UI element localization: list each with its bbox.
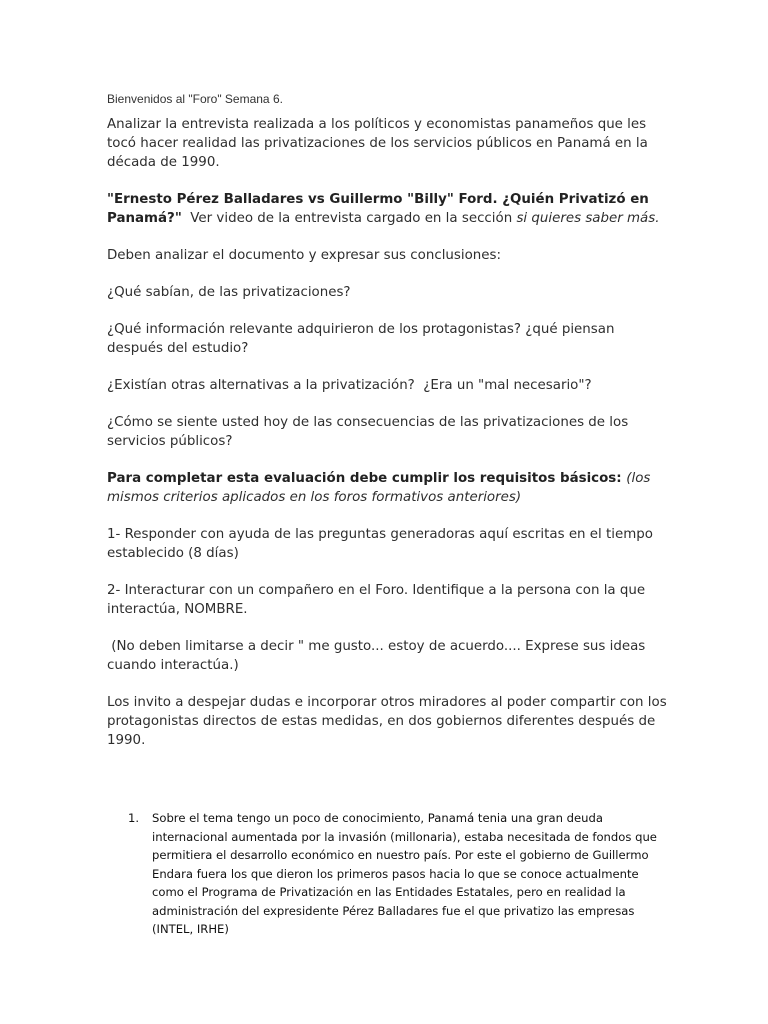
instruction-paragraph: Deben analizar el documento y expresar sus conclusiones: [107, 248, 502, 263]
question-4: ¿Cómo se siente usted hoy de las consecuencias de las privatizaciones de los servicios públicos? [107, 415, 629, 449]
requirements-paragraph [107, 469, 667, 507]
list-number: 1. [128, 811, 140, 825]
requirements-note: (los mismos criterios aplicados en los foros formativos anteriores) [107, 471, 651, 505]
answer-text: Sobre el tema tengo un poco de conocimiento, Panamá tenia una gran deuda internacional aumentada por la invasión (millonaria), estaba necesitada de fondos que permitiera el desarrollo económico en nuestro país. Por este el gobierno de Guillermo Endara fuera los que dieron los primeros pasos hacia lo que se conoce actualmente como el Programa de Privatización en las Entidades Estatales, pero en realidad la administración del expresidente Pérez Balladares fue el que privatizo las empresas (INTEL, IRHE) [152, 811, 657, 936]
rule-2: 2- Interacturar con un compañero en el Foro. Identifique a la persona con la que interactúa, NOMBRE. [107, 583, 646, 617]
closing-paragraph: Los invito a despejar dudas e incorporar otros miradores al poder compartir con los protagonistas directos de estas medidas, en dos gobiernos diferentes después de 1990. [107, 695, 667, 748]
answer-list [128, 809, 668, 939]
rule-1: 1- Responder con ayuda de las preguntas generadoras aquí escritas en el tiempo establecido (8 días) [107, 527, 653, 561]
requirements-label: Para completar esta evaluación debe cumplir los requisitos básicos: [107, 471, 627, 486]
question-1: ¿Qué sabían, de las privatizaciones? [107, 285, 351, 300]
question-3: ¿Existían otras alternativas a la privatización? ¿Era un "mal necesario"? [107, 378, 592, 393]
list-item [128, 809, 668, 939]
video-note: Ver video de la entrevista cargado en la sección [181, 211, 517, 226]
document-body [107, 92, 667, 768]
intro-paragraph: Analizar la entrevista realizada a los políticos y economistas panameños que les tocó hacer realidad las privatizaciones de los servicios públicos en Panamá en la década de 1990. [107, 117, 648, 170]
video-paragraph [107, 190, 667, 228]
section-name: si quieres saber más. [516, 211, 660, 226]
forum-heading: Bienvenidos al "Foro" Semana 6. [107, 92, 283, 106]
interview-title: "Ernesto Pérez Balladares vs Guillermo "Billy" Ford. ¿Quién Privatizó en Panamá?" [107, 192, 649, 226]
question-2: ¿Qué información relevante adquirieron de los protagonistas? ¿qué piensan después del estudio? [107, 322, 615, 356]
rule-3: (No deben limitarse a decir " me gusto... estoy de acuerdo.... Exprese sus ideas cuando interactúa.) [107, 639, 650, 673]
